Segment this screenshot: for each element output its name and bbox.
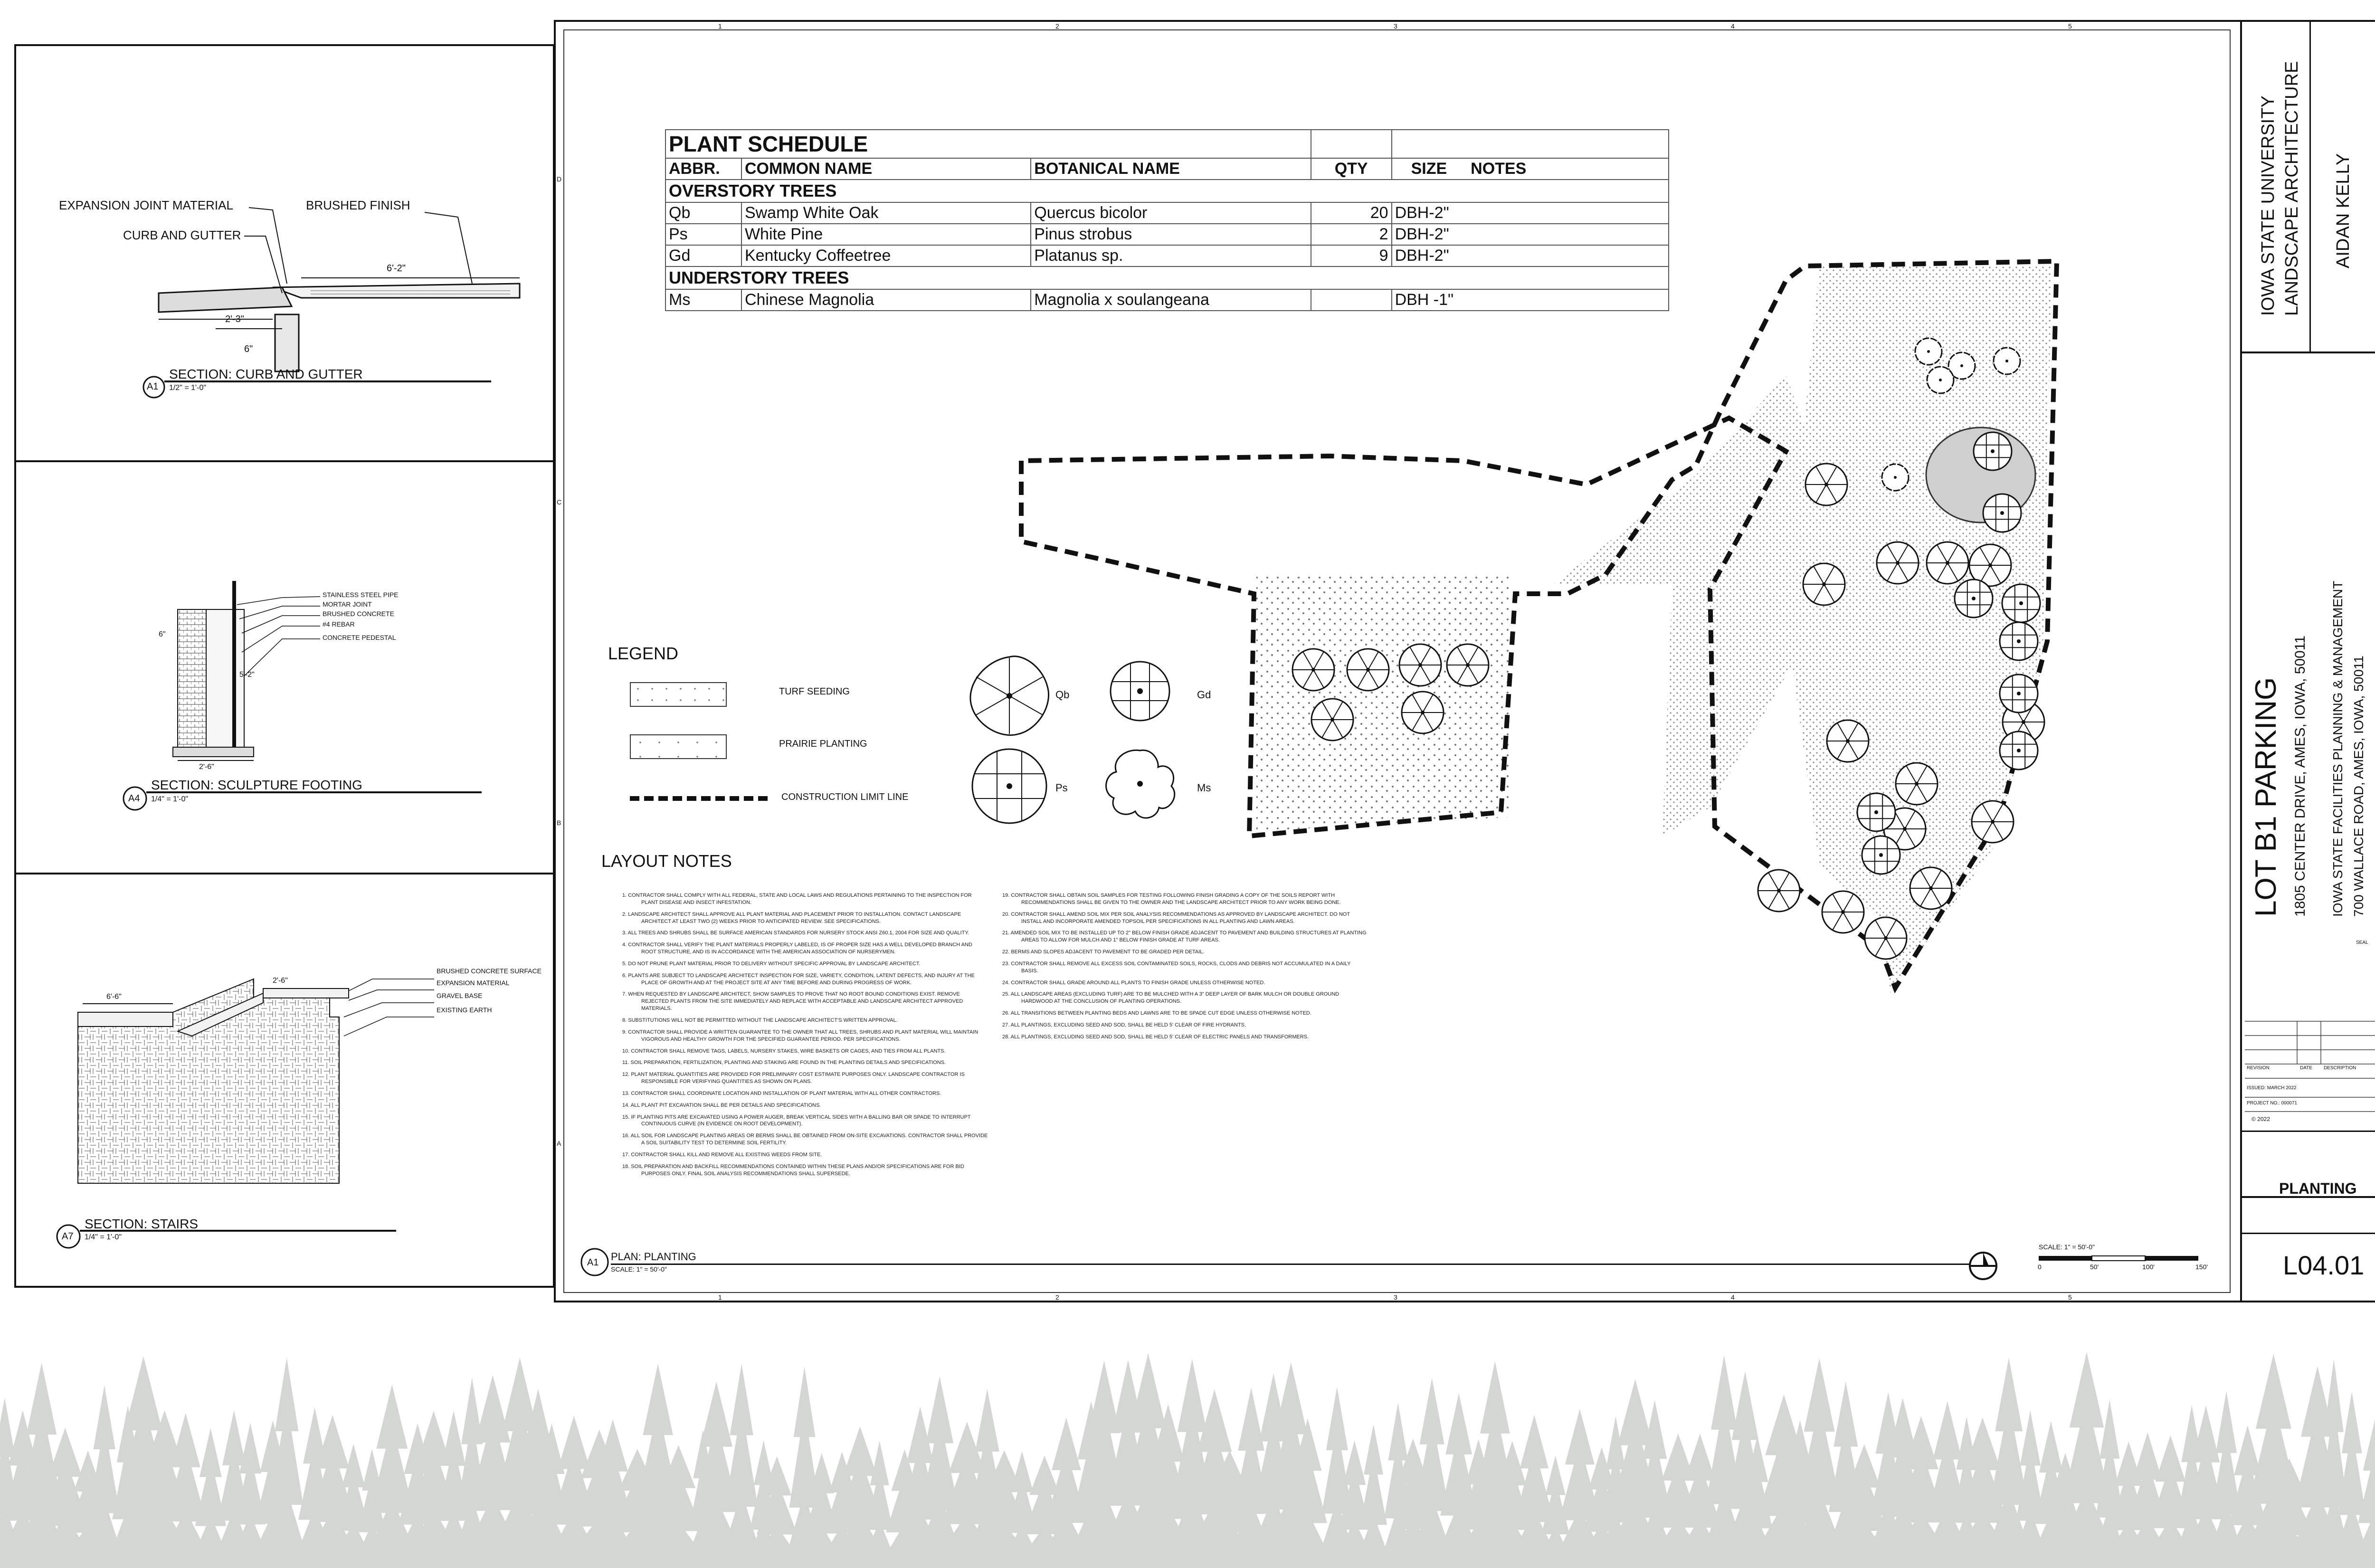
- detail-key-a1: A1: [147, 381, 159, 392]
- tree-symbol-ms: [1915, 338, 1942, 365]
- detail-key-a4: A4: [128, 793, 140, 804]
- department-name: LANDSCAPE ARCHITECTURE: [2282, 61, 2302, 316]
- detail-scale-curb: 1/2" = 1'-0": [169, 384, 207, 392]
- tree-symbol-qb: [1822, 891, 1864, 933]
- layout-note: 28. ALL PLANTINGS, EXCLUDING SEED AND SOD, SHALL BE HELD 5' CLEAR OF ELECTRIC PANELS AND TRANSFORMERS.: [1002, 1034, 1309, 1040]
- cell-botanical: Quercus bicolor: [1031, 202, 1311, 224]
- title-block-divider-3: [2240, 1131, 2375, 1132]
- client-address: 700 WALLACE ROAD, AMES, IOWA, 50011: [2351, 656, 2366, 917]
- dim-footing-height: 5'-2": [239, 671, 255, 679]
- schedule-header-size-notes: [1392, 158, 1669, 180]
- layout-note: 22. BERMS AND SLOPES ADJACENT TO PAVEMENT TO BE GRADED PER DETAIL.: [1002, 949, 1205, 955]
- cell-common: White Pine: [741, 224, 1031, 245]
- grid-col-5-bottom: 5: [2068, 1293, 2072, 1301]
- forest-silhouette-decoration: [0, 1311, 2375, 1568]
- tree-symbol-qb: [1311, 699, 1353, 741]
- legend-label-ms: Ms: [1197, 782, 1211, 794]
- cell-qty: 20: [1311, 202, 1392, 224]
- layout-note: 8. SUBSTITUTIONS WILL NOT BE PERMITTED WITHOUT THE LANDSCAPE ARCHITECT'S WRITTEN APPROVAL.: [622, 1017, 898, 1023]
- grid-col-4-top: 4: [1731, 22, 1735, 30]
- dim-footing-cap: 6": [159, 630, 166, 638]
- layout-note: 2. LANDSCAPE ARCHITECT SHALL APPROVE ALL PLANT MATERIAL AND PLACEMENT PRIOR TO INSTALLATION. CONTACT LANDSCAPE ARCHITECT AT LEAST TWO (2) WEEKS PRIOR TO ANTICIPATED REVIEW. SEE SPECIFICATIONS.: [622, 911, 961, 924]
- label-curb-gutter: CURB AND GUTTER: [123, 228, 241, 242]
- grid-col-1-top: 1: [718, 22, 722, 30]
- tree-symbol-qb: [1972, 801, 2014, 843]
- grid-col-4-bottom: 4: [1731, 1293, 1735, 1301]
- grid-col-3-bottom: 3: [1394, 1293, 1397, 1301]
- layout-note: 7. WHEN REQUESTED BY LANDSCAPE ARCHITECT, SHOW SAMPLES TO PROVE THAT NO ROOT BOUND CONDITIONS EXIST. REMOVE REJECTED PLANTS FROM THE SITE IMMEDIATELY AND REPLACE WITH ACCEPTABLE AND LANDSCAPE ARCHITECT APPROVED MATERIALS.: [622, 991, 963, 1012]
- rev-header-revision: REVISION: [2247, 1065, 2270, 1071]
- plan-title-underline: [611, 1264, 1969, 1265]
- grid-row-b: B: [557, 819, 561, 827]
- tree-symbol-ms: [1927, 367, 1954, 393]
- layout-note: 21. AMENDED SOIL MIX TO BE INSTALLED UP TO 2" BELOW FINISH GRADE ADJACENT TO PAVEMENT AND BUILDING STRUCTURES AT PLANTING AREAS TO ALLOW FOR MULCH AND 1" BELOW FINISH GRADE AT TURF AREAS.: [1002, 930, 1367, 943]
- legend-label-qb: Qb: [1055, 689, 1070, 701]
- dim-stair-tread: 2'-6": [273, 977, 288, 985]
- schedule-header-botanical: BOTANICAL NAME: [1031, 158, 1311, 180]
- tree-symbol-qb: [1402, 692, 1444, 733]
- layout-note: 9. CONTRACTOR SHALL PROVIDE A WRITTEN GUARANTEE TO THE OWNER THAT ALL TREES, SHRUBS AND PLANT MATERIAL WILL MAINTAIN VIGOROUS AND HEALTHY GROWTH FOR THE SPECIFIED GUARANTEE PERIOD. PER SPECIFICATIONS.: [622, 1029, 978, 1042]
- layout-notes-left: [622, 892, 988, 1182]
- schedule-group-overstory: OVERSTORY TREES: [665, 180, 1669, 202]
- cell-qty: 9: [1311, 245, 1392, 266]
- scalebar-label: SCALE: 1" = 50'-0": [2039, 1243, 2095, 1251]
- layout-note: 17. CONTRACTOR SHALL KILL AND REMOVE ALL EXISTING WEEDS FROM SITE.: [622, 1151, 822, 1158]
- legend-title: LEGEND: [608, 644, 679, 663]
- grid-row-a: A: [557, 1140, 561, 1147]
- label-stair-earth: EXISTING EARTH: [437, 1006, 492, 1014]
- layout-note: 12. PLANT MATERIAL QUANTITIES ARE PROVIDED FOR PRELIMINARY COST ESTIMATE PURPOSES ONLY. LANDSCAPE CONTRACTOR IS RESPONSIBLE FOR VERIFYING QUANTITIES AS SHOWN ON PLANS.: [622, 1072, 965, 1085]
- grid-col-3-top: 3: [1394, 22, 1397, 30]
- detail-title-curb: SECTION: CURB AND GUTTER: [169, 367, 363, 381]
- plan-scale: SCALE: 1" = 50'-0": [611, 1265, 667, 1273]
- detail-panel-stairs: [14, 873, 555, 1288]
- grid-row-c: C: [557, 498, 562, 506]
- tree-symbol-qb: [1399, 644, 1441, 686]
- legend-turf-label: TURF SEEDING: [779, 686, 850, 697]
- layout-note: 5. DO NOT PRUNE PLANT MATERIAL PRIOR TO DELIVERY WITHOUT SPECIFIC APPROVAL BY LANDSCAPE ARCHITECT.: [622, 960, 921, 967]
- tree-symbol-qb: [1447, 644, 1489, 686]
- layout-note: 15. IF PLANTING PITS ARE EXCAVATED USING A POWER AUGER, BREAK VERTICAL SIDES WITH A BALLING BAR OR SPADE TO INTERRUPT CONTINUOUS CURVE (IN EVIDENCE ON ROOT DEVELOPMENT).: [622, 1114, 971, 1127]
- tree-symbol-gd: [2000, 622, 2038, 660]
- grid-col-5-top: 5: [2068, 22, 2072, 30]
- tree-symbol-qb: [1827, 720, 1869, 762]
- layout-note: 18. SOIL PREPARATION AND BACKFILL RECOMMENDATIONS CONTAINED WITHIN THESE PLANS AND/OR SPECIFICATIONS ARE FOR BID PURPOSES ONLY. FINAL SOIL ANALYSIS RECOMMENDATIONS SHALL SUPERSEDE.: [622, 1163, 964, 1177]
- grid-col-2-top: 2: [1055, 22, 1059, 30]
- legend-prairie-swatch: [630, 734, 727, 759]
- cell-common: Kentucky Coffeetree: [741, 245, 1031, 266]
- tree-symbol-qb: [1803, 563, 1845, 605]
- dim-curb-width: 6'-2": [387, 263, 406, 274]
- cell-botanical: Pinus strobus: [1031, 224, 1311, 245]
- sculpture-footing-section-drawing: [16, 462, 557, 876]
- cell-common: Chinese Magnolia: [741, 289, 1031, 311]
- cell-qty: 2: [1311, 224, 1392, 245]
- rev-header-date: DATE: [2300, 1065, 2312, 1071]
- layout-note: 1. CONTRACTOR SHALL COMPLY WITH ALL FEDERAL, STATE AND LOCAL LAWS AND REGULATIONS PERTAINING TO THE INSPECTION FOR PLANT DISEASE AND INSECT INFESTATION.: [622, 893, 972, 905]
- layout-notes-title: LAYOUT NOTES: [601, 851, 732, 871]
- north-arrow-icon: [1964, 1247, 2002, 1285]
- legend-limit-line: [630, 796, 768, 801]
- tree-symbol-gd: [1955, 580, 1993, 618]
- cell-abbr: Ps: [665, 224, 741, 245]
- layout-note: 16. ALL SOIL FOR LANDSCAPE PLANTING AREAS OR BERMS SHALL BE OBTAINED FROM ON-SITE EXCAVATIONS. CONTRACTOR SHALL PROVIDE A SOIL SUITABILITY TEST TO DETERMINE SOIL FERTILITY.: [622, 1133, 988, 1146]
- legend-symbol-ps: [972, 749, 1046, 823]
- client-name: IOWA STATE FACILITIES PLANNING & MANAGEMENT: [2330, 580, 2345, 917]
- school-name: IOWA STATE UNIVERSITY: [2258, 95, 2278, 316]
- tree-symbol-gd: [2000, 675, 2038, 713]
- tree-symbol-qb: [1865, 917, 1907, 959]
- tree-symbol-qb: [1758, 870, 1800, 912]
- title-block-divider-vert: [2309, 20, 2311, 352]
- detail-title-footing: SECTION: SCULPTURE FOOTING: [151, 778, 362, 792]
- cell-size: DBH-2": [1392, 245, 1669, 266]
- legend-label-gd: Gd: [1197, 689, 1211, 701]
- tree-symbol-gd: [1857, 793, 1895, 831]
- detail-title-stairs: SECTION: STAIRS: [85, 1216, 199, 1231]
- layout-note: 20. CONTRACTOR SHALL AMEND SOIL MIX PER SOIL ANALYSIS RECOMMENDATIONS AS APPROVED BY LANDSCAPE ARCHITECT. DO NOT INSTALL AND INCORPORATE AMENDED TOPSOIL PER SPECIFICATIONS IN ALL PLANTING AND LAWN AREAS.: [1002, 911, 1350, 924]
- label-brushed-finish: BRUSHED FINISH: [306, 198, 410, 212]
- layout-note: 3. ALL TREES AND SHRUBS SHALL BE SURFACE AMERICAN STANDARDS FOR NURSERY STOCK ANSI Z60.1, 2004 FOR SIZE AND QUALITY.: [622, 930, 969, 936]
- label-rebar: #4 REBAR: [323, 620, 355, 628]
- schedule-group-understory: UNDERSTORY TREES: [665, 266, 1669, 289]
- sheet-title: PLANTING: [2279, 1180, 2357, 1197]
- tree-symbol-qb: [1877, 542, 1919, 584]
- schedule-header-common: COMMON NAME: [741, 158, 1031, 180]
- label-ss-pipe: STAINLESS STEEL PIPE: [323, 591, 399, 599]
- tree-symbol-qb: [1805, 464, 1847, 505]
- table-row: [665, 224, 1669, 245]
- tree-symbol-qb: [1910, 867, 1952, 909]
- schedule-header-abbr: ABBR.: [665, 158, 741, 180]
- cell-abbr: Ms: [665, 289, 741, 311]
- detail-scale-footing: 1/4" = 1'-0": [151, 795, 189, 803]
- turf-area-center: [1256, 575, 1510, 831]
- layout-note: 26. ALL TRANSITIONS BETWEEN PLANTING BEDS AND LAWNS ARE TO BE SPADE CUT EDGE UNLESS OTHERWISE NOTED.: [1002, 1010, 1311, 1017]
- layout-note: 27. ALL PLANTINGS, EXCLUDING SEED AND SOD, SHALL BE HELD 5' CLEAR OF FIRE HYDRANTS.: [1002, 1022, 1246, 1028]
- label-stair-gravel: GRAVEL BASE: [437, 992, 483, 999]
- label-brushed-concrete: BRUSHED CONCRETE: [323, 610, 394, 618]
- plan-title: PLAN: PLANTING: [611, 1251, 696, 1263]
- label-concrete-pedestal: CONCRETE PEDESTAL: [323, 634, 396, 641]
- dim-gutter-width: 2'-3": [225, 314, 244, 324]
- scalebar-tick-50: 50': [2090, 1263, 2099, 1271]
- detail-panel-curb: [14, 44, 555, 462]
- author-name: AIDAN KELLY: [2333, 153, 2353, 268]
- layout-note: 4. CONTRACTOR SHALL VERIFY THE PLANT MATERIALS PROPERLY LABELED, IS OF PROPER SIZE HAS A WELL DEVELOPED BRANCH AND ROOT STRUCTURE, AND IS IN ACCORDANCE WITH THE AMERICAN ASSOCIATION OF NURSERYMEN.: [622, 942, 972, 955]
- issued-date: ISSUED: MARCH 2022: [2247, 1085, 2297, 1091]
- cell-botanical: Platanus sp.: [1031, 245, 1311, 266]
- cell-common: Swamp White Oak: [741, 202, 1031, 224]
- layout-notes-right: [1002, 892, 1368, 1045]
- revision-table: [2240, 1017, 2375, 1131]
- tree-symbol-qb: [1927, 542, 1968, 584]
- layout-note: 6. PLANTS ARE SUBJECT TO LANDSCAPE ARCHITECT INSPECTION FOR SIZE, VARIETY, CONDITION, LATENT DEFECTS, AND INJURY AT THE PLACE OF GROWTH AND AT THE PROJECT SITE AT ANY TIME BEFORE AND DURING PROGRESS OF WORK.: [622, 972, 975, 986]
- curb-gutter-section-drawing: [16, 46, 557, 464]
- cell-abbr: Gd: [665, 245, 741, 266]
- label-stair-expansion: EXPANSION MATERIAL: [437, 979, 510, 987]
- layout-note: 14. ALL PLANT PIT EXCAVATION SHALL BE PER DETAILS AND SPECIFICATIONS.: [622, 1102, 821, 1108]
- dim-curb-depth: 6": [244, 344, 253, 354]
- layout-note: 11. SOIL PREPARATION, FERTILIZATION, PLANTING AND STAKING ARE FOUND IN THE PLANTING DETAILS AND SPECIFICATIONS.: [622, 1060, 946, 1066]
- layout-note: 19. CONTRACTOR SHALL OBTAIN SOIL SAMPLES FOR TESTING FOLLOWING FINISH GRADING A COPY OF THE SOILS REPORT WITH RECOMMENDATIONS SHALL BE GIVEN TO THE OWNER AND THE LANDSCAPE ARCHITECT PRIOR TO ANY WORK BEING DONE.: [1002, 893, 1341, 905]
- project-title: LOT B1 PARKING: [2250, 677, 2282, 917]
- scalebar-tick-100: 100': [2142, 1263, 2155, 1271]
- legend-symbol-gd: [1111, 662, 1169, 721]
- cell-size: DBH-2": [1392, 224, 1669, 245]
- tree-symbol-gd: [2002, 584, 2040, 622]
- tree-symbol-gd: [1862, 836, 1900, 874]
- schedule-title: PLANT SCHEDULE: [665, 130, 1311, 158]
- legend-label-ps: Ps: [1055, 782, 1068, 794]
- title-block-divider-1: [2240, 352, 2375, 353]
- tree-symbol-qb: [1347, 649, 1389, 691]
- cell-botanical: Magnolia x soulangeana: [1031, 289, 1311, 311]
- label-stair-surface: BRUSHED CONCRETE SURFACE: [437, 967, 542, 975]
- seal-label: SEAL: [2356, 940, 2368, 945]
- table-row: [665, 202, 1669, 224]
- rev-header-description: DESCRIPTION: [2324, 1065, 2356, 1071]
- tree-symbol-gd: [1983, 494, 2021, 532]
- legend-symbol-qb: [970, 656, 1049, 735]
- tree-symbol-gd: [1974, 432, 2012, 470]
- dim-footing-width: 2'-6": [199, 763, 214, 771]
- cell-abbr: Qb: [665, 202, 741, 224]
- grid-col-2-bottom: 2: [1055, 1293, 1059, 1301]
- tree-symbol-ms: [1994, 348, 2020, 374]
- legend-symbol-ms: [1106, 750, 1175, 818]
- copyright: © 2022: [2252, 1116, 2270, 1122]
- legend-limit-label: CONSTRUCTION LIMIT LINE: [781, 792, 909, 802]
- layout-note: 10. CONTRACTOR SHALL REMOVE TAGS, LABELS, NURSERY STAKES, WIRE BASKETS OR CAGES, AND TIES FROM ALL PLANTS.: [622, 1048, 946, 1054]
- plan-key: A1: [587, 1257, 599, 1268]
- layout-note: 24. CONTRACTOR SHALL GRADE AROUND ALL PLANTS TO FINISH GRADE UNLESS OTHERWISE NOTED.: [1002, 979, 1265, 986]
- tree-symbol-qb: [1896, 763, 1938, 805]
- legend-tree-symbols: [960, 651, 1244, 841]
- label-expansion-joint: EXPANSION JOINT MATERIAL: [59, 198, 233, 212]
- project-address: 1805 CENTER DRIVE, AMES, IOWA, 50011: [2292, 636, 2308, 917]
- legend-turf-swatch: [630, 682, 727, 707]
- dim-stair-landing: 6'-6": [106, 993, 122, 1001]
- layout-note: 23. CONTRACTOR SHALL REMOVE ALL EXCESS SOIL CONTAMINATED SOILS, ROCKS, CLODS AND DEBRIS NOT ACCUMULATED IN A DAILY BASIS.: [1002, 960, 1351, 974]
- grid-col-1-bottom: 1: [718, 1293, 722, 1301]
- tree-symbol-ms: [1882, 464, 1909, 491]
- tree-symbol-qb: [1292, 649, 1334, 691]
- cell-size: DBH-2": [1392, 202, 1669, 224]
- detail-panel-footing: [14, 460, 555, 874]
- layout-note: 25. ALL LANDSCAPE AREAS (EXCLUDING TURF) ARE TO BE MULCHED WITH A 3" DEEP LAYER OF BARK MULCH OR DOUBLE GROUND HARDWOOD AT THE CONCLUSION OF PLANTING OPERATIONS.: [1002, 991, 1340, 1005]
- grid-row-d: D: [557, 175, 562, 183]
- scalebar-tick-0: 0: [2038, 1263, 2042, 1271]
- scalebar-tick-150: 150': [2195, 1263, 2208, 1271]
- tree-symbol-gd: [2000, 732, 2038, 770]
- title-block-divider-4: [2240, 1233, 2375, 1234]
- project-number: PROJECT NO.: 000071: [2247, 1101, 2297, 1106]
- cell-size: DBH -1": [1392, 289, 1669, 311]
- layout-note: 13. CONTRACTOR SHALL COORDINATE LOCATION AND INSTALLATION OF PLANT MATERIAL WITH ALL OTHER CONTRACTORS.: [622, 1090, 941, 1096]
- label-mortar-joint: MORTAR JOINT: [323, 600, 372, 608]
- legend-prairie-label: PRAIRIE PLANTING: [779, 739, 867, 749]
- schedule-header-qty: QTY: [1311, 158, 1392, 180]
- schedule-header-notes: NOTES: [1471, 160, 1527, 178]
- detail-scale-stairs: 1/4" = 1'-0": [85, 1233, 122, 1241]
- sheet-number: L04.01: [2283, 1250, 2365, 1280]
- detail-key-a7: A7: [62, 1231, 74, 1242]
- schedule-header-size: SIZE: [1411, 160, 1447, 178]
